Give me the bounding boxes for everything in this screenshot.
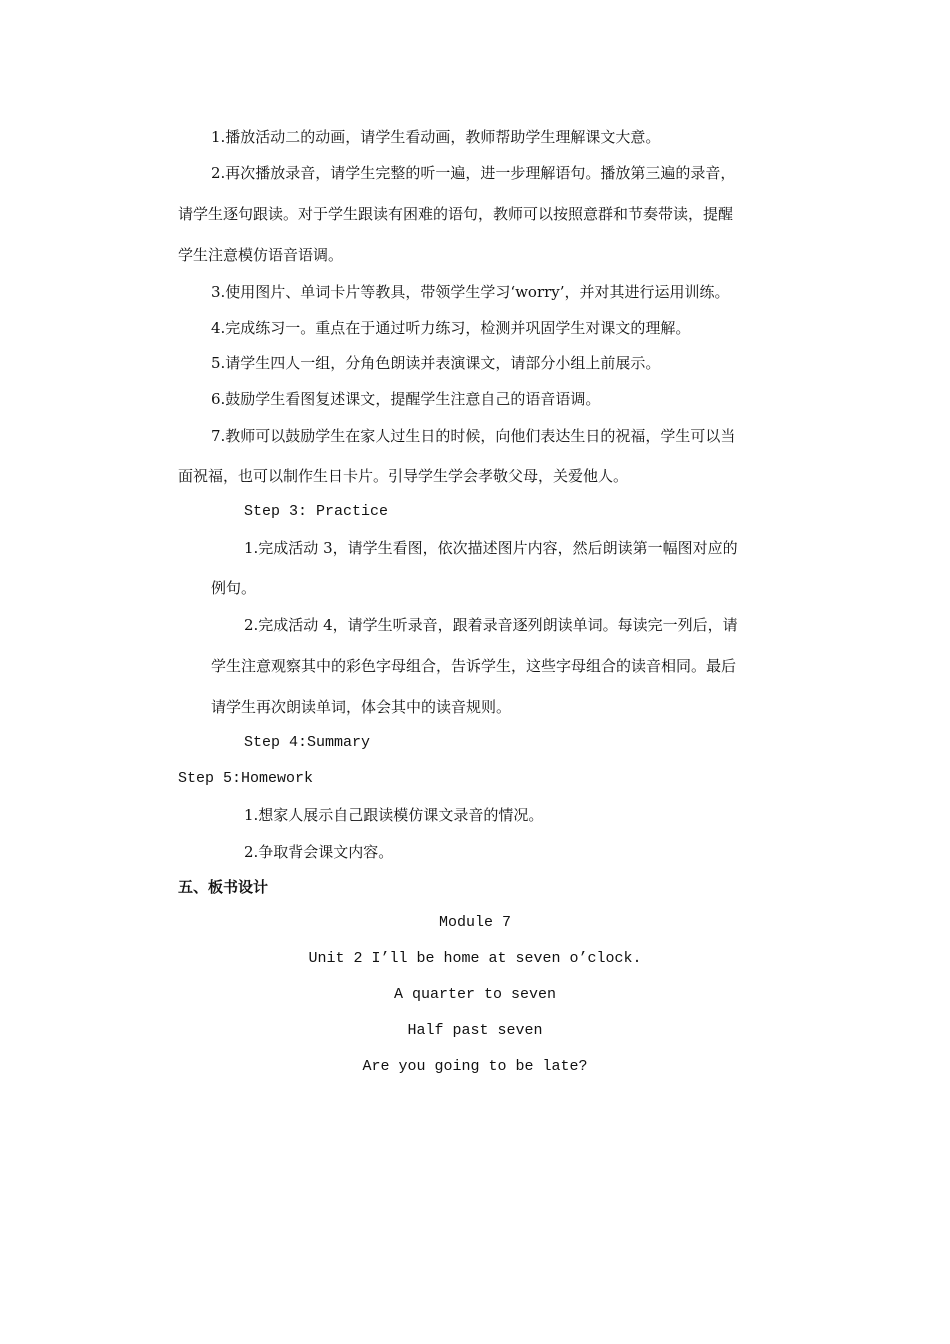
step2-item-6: 6.鼓励学生看图复述课文，提醒学生注意自己的语音语调。 [211,390,601,408]
step3-item-2-line3: 请学生再次朗读单词，体会其中的读音规则。 [211,698,512,716]
step5-item-2: 2.争取背会课文内容。 [244,843,394,861]
step2-item-7-line1: 7.教师可以鼓励学生在家人过生日的时候，向他们表达生日的祝福，学生可以当 [211,427,736,445]
step2-item-2-line1: 2.再次播放录音，请学生完整的听一遍，进一步理解语句。播放第三遍的录音， [211,164,736,182]
board-line-half-past: Half past seven [407,1022,543,1039]
step5-item-1: 1.想家人展示自己跟读模仿课文录音的情况。 [244,806,544,824]
step3-item-1-line1: 1.完成活动 3，请学生看图，依次描述图片内容，然后朗读第一幅图对应的 [244,539,738,557]
step4-heading: Step 4:Summary [244,734,371,751]
step3-item-2-line1: 2.完成活动 4，请学生听录音，跟着录音逐列朗读单词。每读完一列后，请 [244,616,738,634]
step3-item-2-line2: 学生注意观察其中的彩色字母组合，告诉学生，这些字母组合的读音相同。最后 [211,657,737,675]
step3-item-1-line2: 例句。 [211,579,257,597]
step2-item-2-line2: 请学生逐句跟读。对于学生跟读有困难的语句，教师可以按照意群和节奏带读，提醒 [178,205,734,223]
step2-item-7-line2: 面祝福，也可以制作生日卡片。引导学生学会孝敬父母，关爱他人。 [178,467,629,485]
step5-heading: Step 5:Homework [178,770,314,787]
step2-item-3: 3.使用图片、单词卡片等教具，带领学生学习‘worry’，并对其进行运用训练。 [211,283,730,301]
step2-item-5: 5.请学生四人一组，分角色朗读并表演课文，请部分小组上前展示。 [211,354,661,372]
board-line-module: Module 7 [438,914,511,931]
board-line-question: Are you going to be late? [362,1058,588,1075]
board-line-quarter: A quarter to seven [393,986,557,1003]
step3-heading: Step 3: Practice [244,503,389,520]
step2-item-1: 1.播放活动二的动画，请学生看动画，教师帮助学生理解课文大意。 [211,128,661,146]
section-heading-board-design: 五、板书设计 [178,878,269,896]
board-line-unit: Unit 2 I’ll be home at seven o’clock. [308,950,642,967]
step2-item-4: 4.完成练习一。重点在于通过听力练习，检测并巩固学生对课文的理解。 [211,319,691,337]
step2-item-2-line3: 学生注意模仿语音语调。 [178,246,344,264]
